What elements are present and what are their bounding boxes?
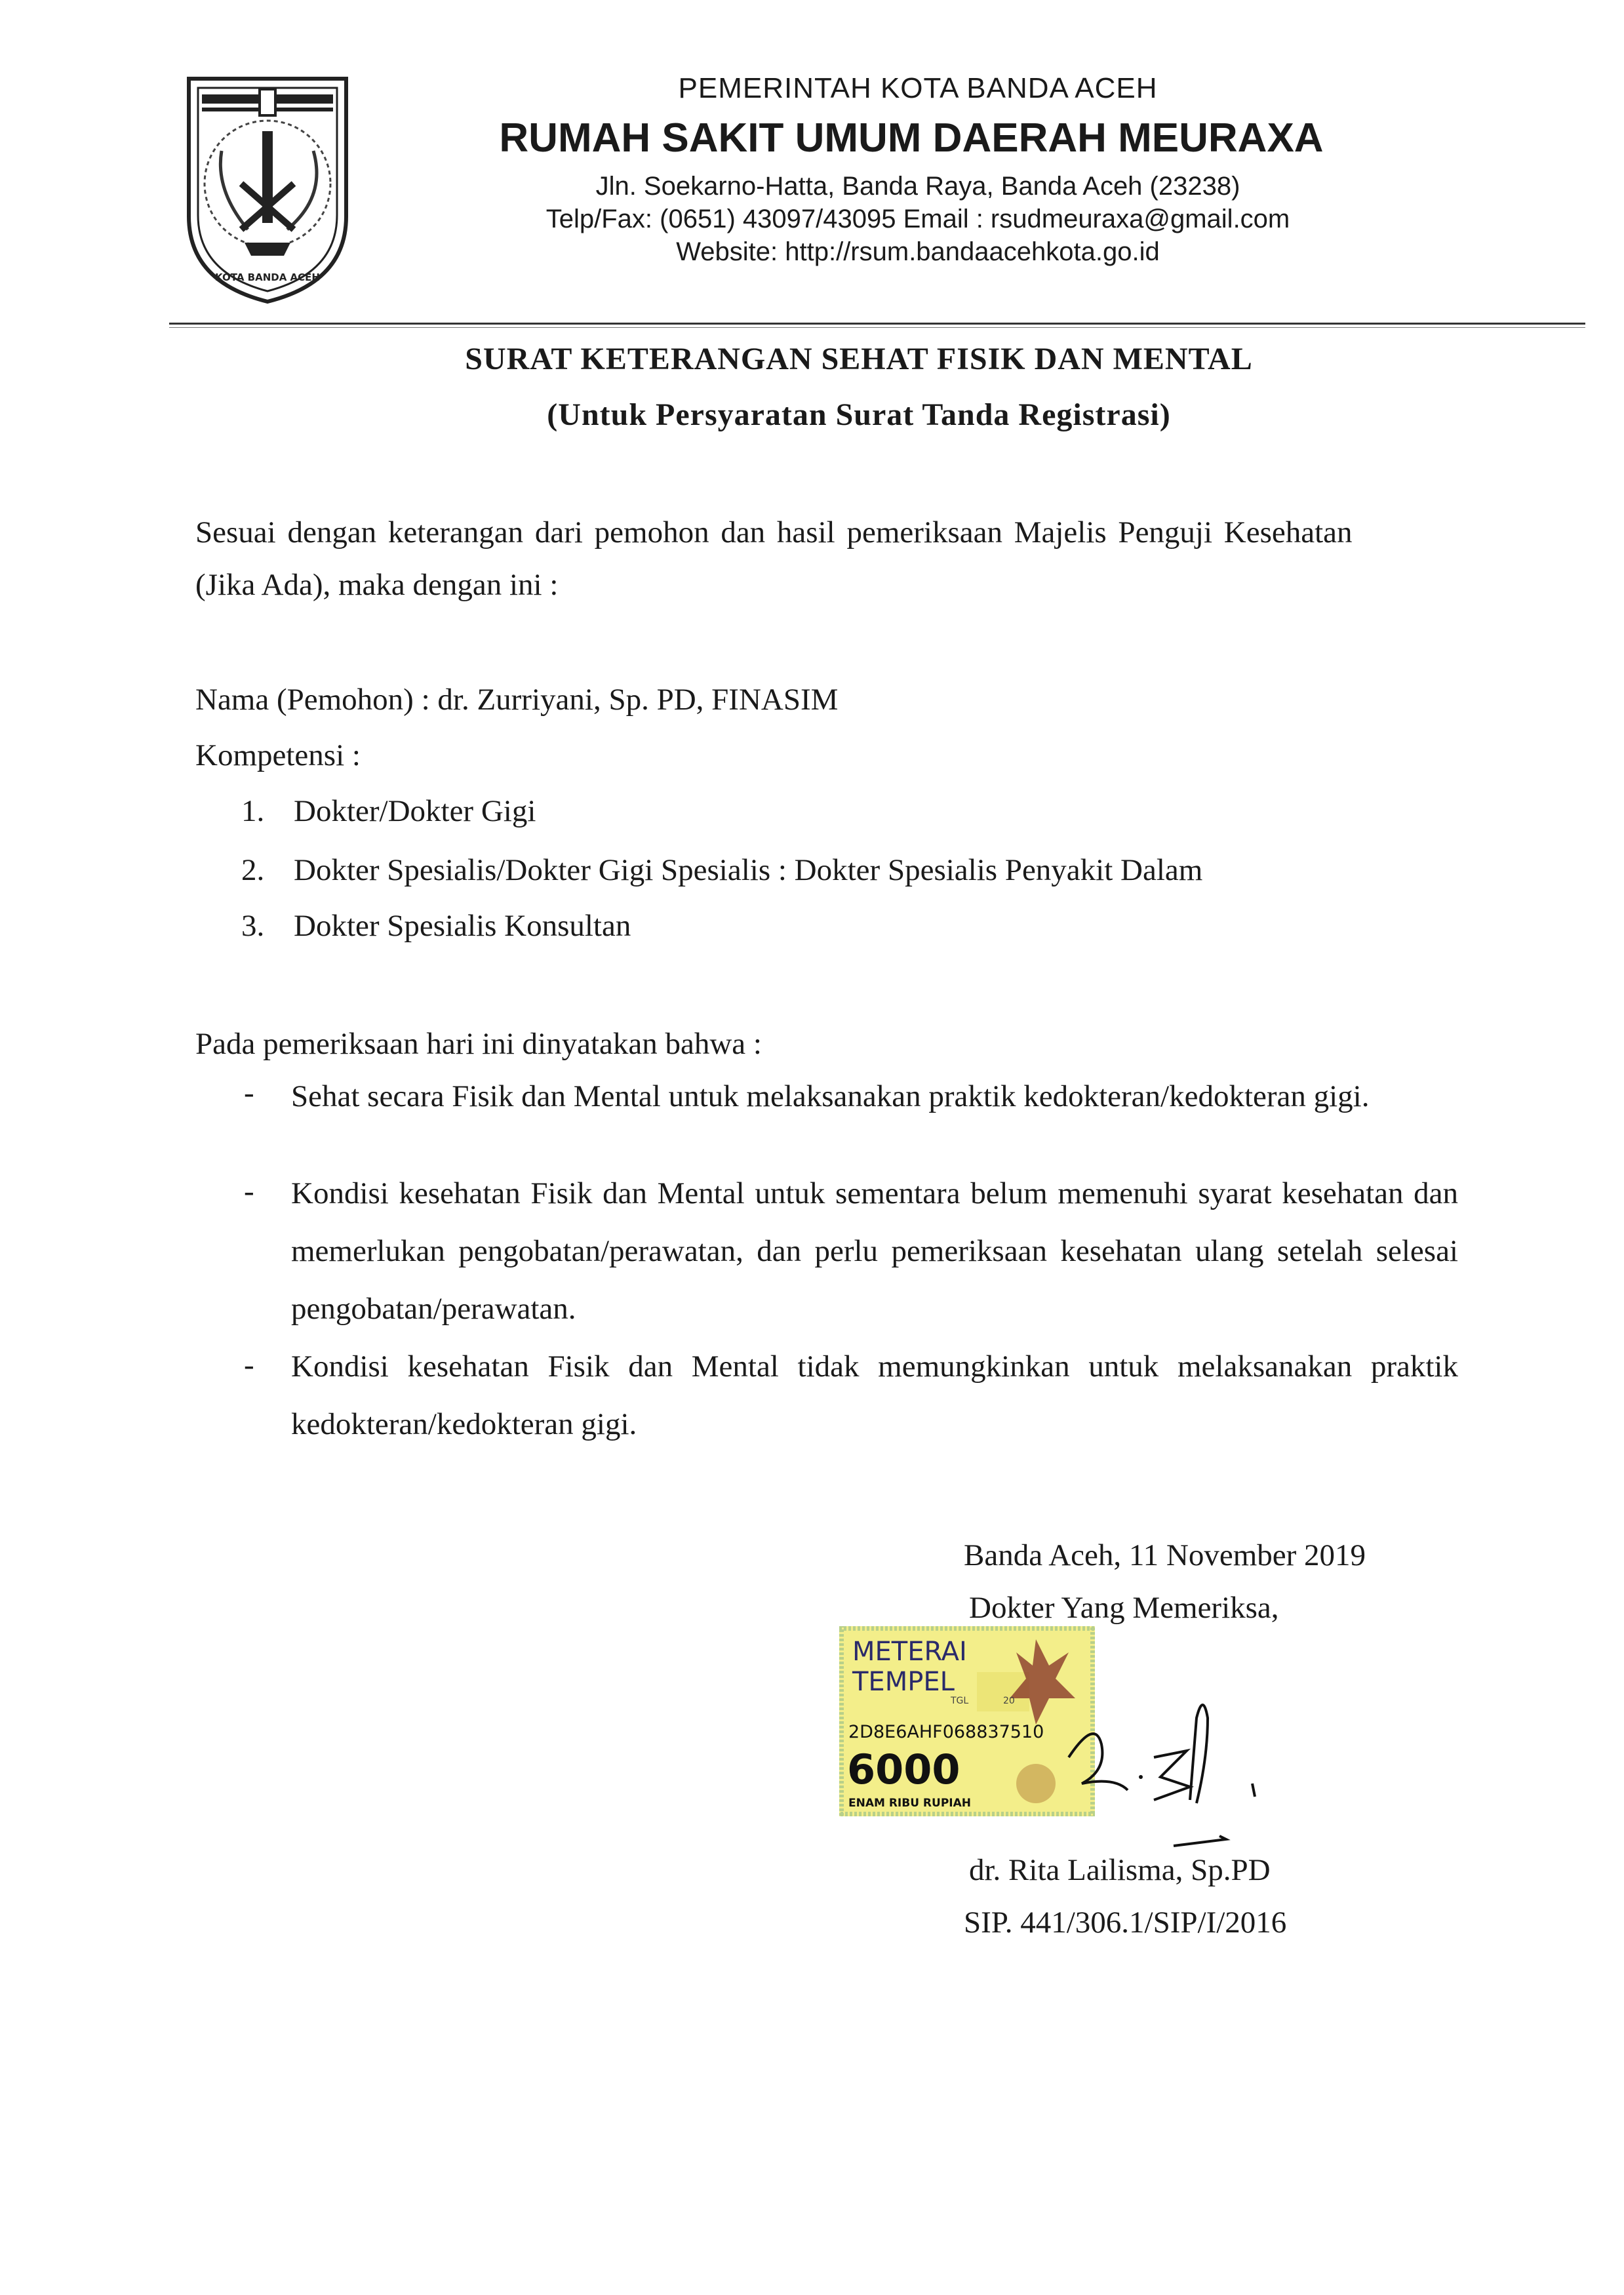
stamp-line1: METERAI	[852, 1637, 967, 1667]
competence-item: Dokter Spesialis/Dokter Gigi Spesialis : Dokter Spesialis Penyakit Dalam	[294, 853, 1203, 887]
stamp-year: 20	[1003, 1696, 1015, 1706]
statement-healthy: Sehat secara Fisik dan Mental untuk melaksanakan praktik kedokteran/kedokteran gigi.	[291, 1079, 1370, 1113]
document-title: SURAT KETERANGAN SEHAT FISIK DAN MENTAL	[465, 342, 1253, 376]
stamp-line2: TEMPEL	[852, 1667, 955, 1697]
statement-bullet: -	[244, 1348, 254, 1382]
stamp-tgl: TGL	[951, 1696, 969, 1706]
examining-doctor-license: SIP. 441/306.1/SIP/I/2016	[964, 1906, 1287, 1940]
government-name: PEMERINTAH KOTA BANDA ACEH	[678, 72, 1158, 104]
statement-bullet: -	[244, 1174, 254, 1208]
competence-number: 2.	[241, 853, 265, 887]
competence-number: 3.	[241, 909, 265, 943]
place-and-date: Banda Aceh, 11 November 2019	[964, 1538, 1366, 1572]
examining-doctor-name: dr. Rita Lailisma, Sp.PD	[969, 1853, 1271, 1887]
letterhead-divider-thin	[169, 327, 1585, 328]
competence-item: Dokter Spesialis Konsultan	[294, 909, 631, 943]
city-emblem-logo	[176, 66, 359, 308]
logo-caption: KOTA BANDA ACEH	[215, 271, 320, 283]
competence-label: Kompetensi :	[195, 738, 361, 772]
competence-item: Dokter/Dokter Gigi	[294, 794, 536, 828]
statement-temporary-unfit: Kondisi kesehatan Fisik dan Mental untuk sementara belum memenuhi syarat kesehatan dan memerlukan pengobatan/perawatan, dan perlu pemeriksaan kesehatan ulang setelah selesai pengobatan/perawatan.	[291, 1176, 1458, 1326]
document-subtitle: (Untuk Persyaratan Surat Tanda Registrasi)	[547, 397, 1171, 432]
intro-text-line-2: (Jika Ada), maka dengan ini :	[195, 568, 559, 602]
statement-unfit: Kondisi kesehatan Fisik dan Mental tidak memungkinkan untuk melaksanakan praktik kedokteran/kedokteran gigi.	[291, 1349, 1458, 1441]
intro-text-line-1: Sesuai dengan keterangan dari pemohon dan hasil pemeriksaan Majelis Penguji Kesehatan	[195, 515, 1353, 549]
examiner-role: Dokter Yang Memeriksa,	[969, 1591, 1279, 1625]
stamp-serial: 2D8E6AHF068837510	[848, 1722, 1044, 1742]
hospital-website: Website: http://rsum.bandaacehkota.go.id	[676, 237, 1160, 266]
applicant-name: Nama (Pemohon) : dr. Zurriyani, Sp. PD, FINASIM	[195, 683, 839, 717]
hospital-contact: Telp/Fax: (0651) 43097/43095 Email : rsudmeuraxa@gmail.com	[545, 205, 1290, 233]
stamp-value-words: ENAM RIBU RUPIAH	[848, 1797, 971, 1810]
hospital-name: RUMAH SAKIT UMUM DAERAH MEURAXA	[499, 115, 1324, 161]
statement-bullet: -	[244, 1076, 254, 1110]
competence-number: 1.	[241, 794, 265, 828]
stamp-value: 6000	[847, 1746, 961, 1793]
exam-intro: Pada pemeriksaan hari ini dinyatakan bahwa :	[195, 1027, 762, 1061]
hospital-address: Jln. Soekarno-Hatta, Banda Raya, Banda Aceh (23238)	[595, 172, 1240, 201]
letterhead-divider	[169, 323, 1585, 325]
handwritten-signature	[1056, 1679, 1305, 1849]
